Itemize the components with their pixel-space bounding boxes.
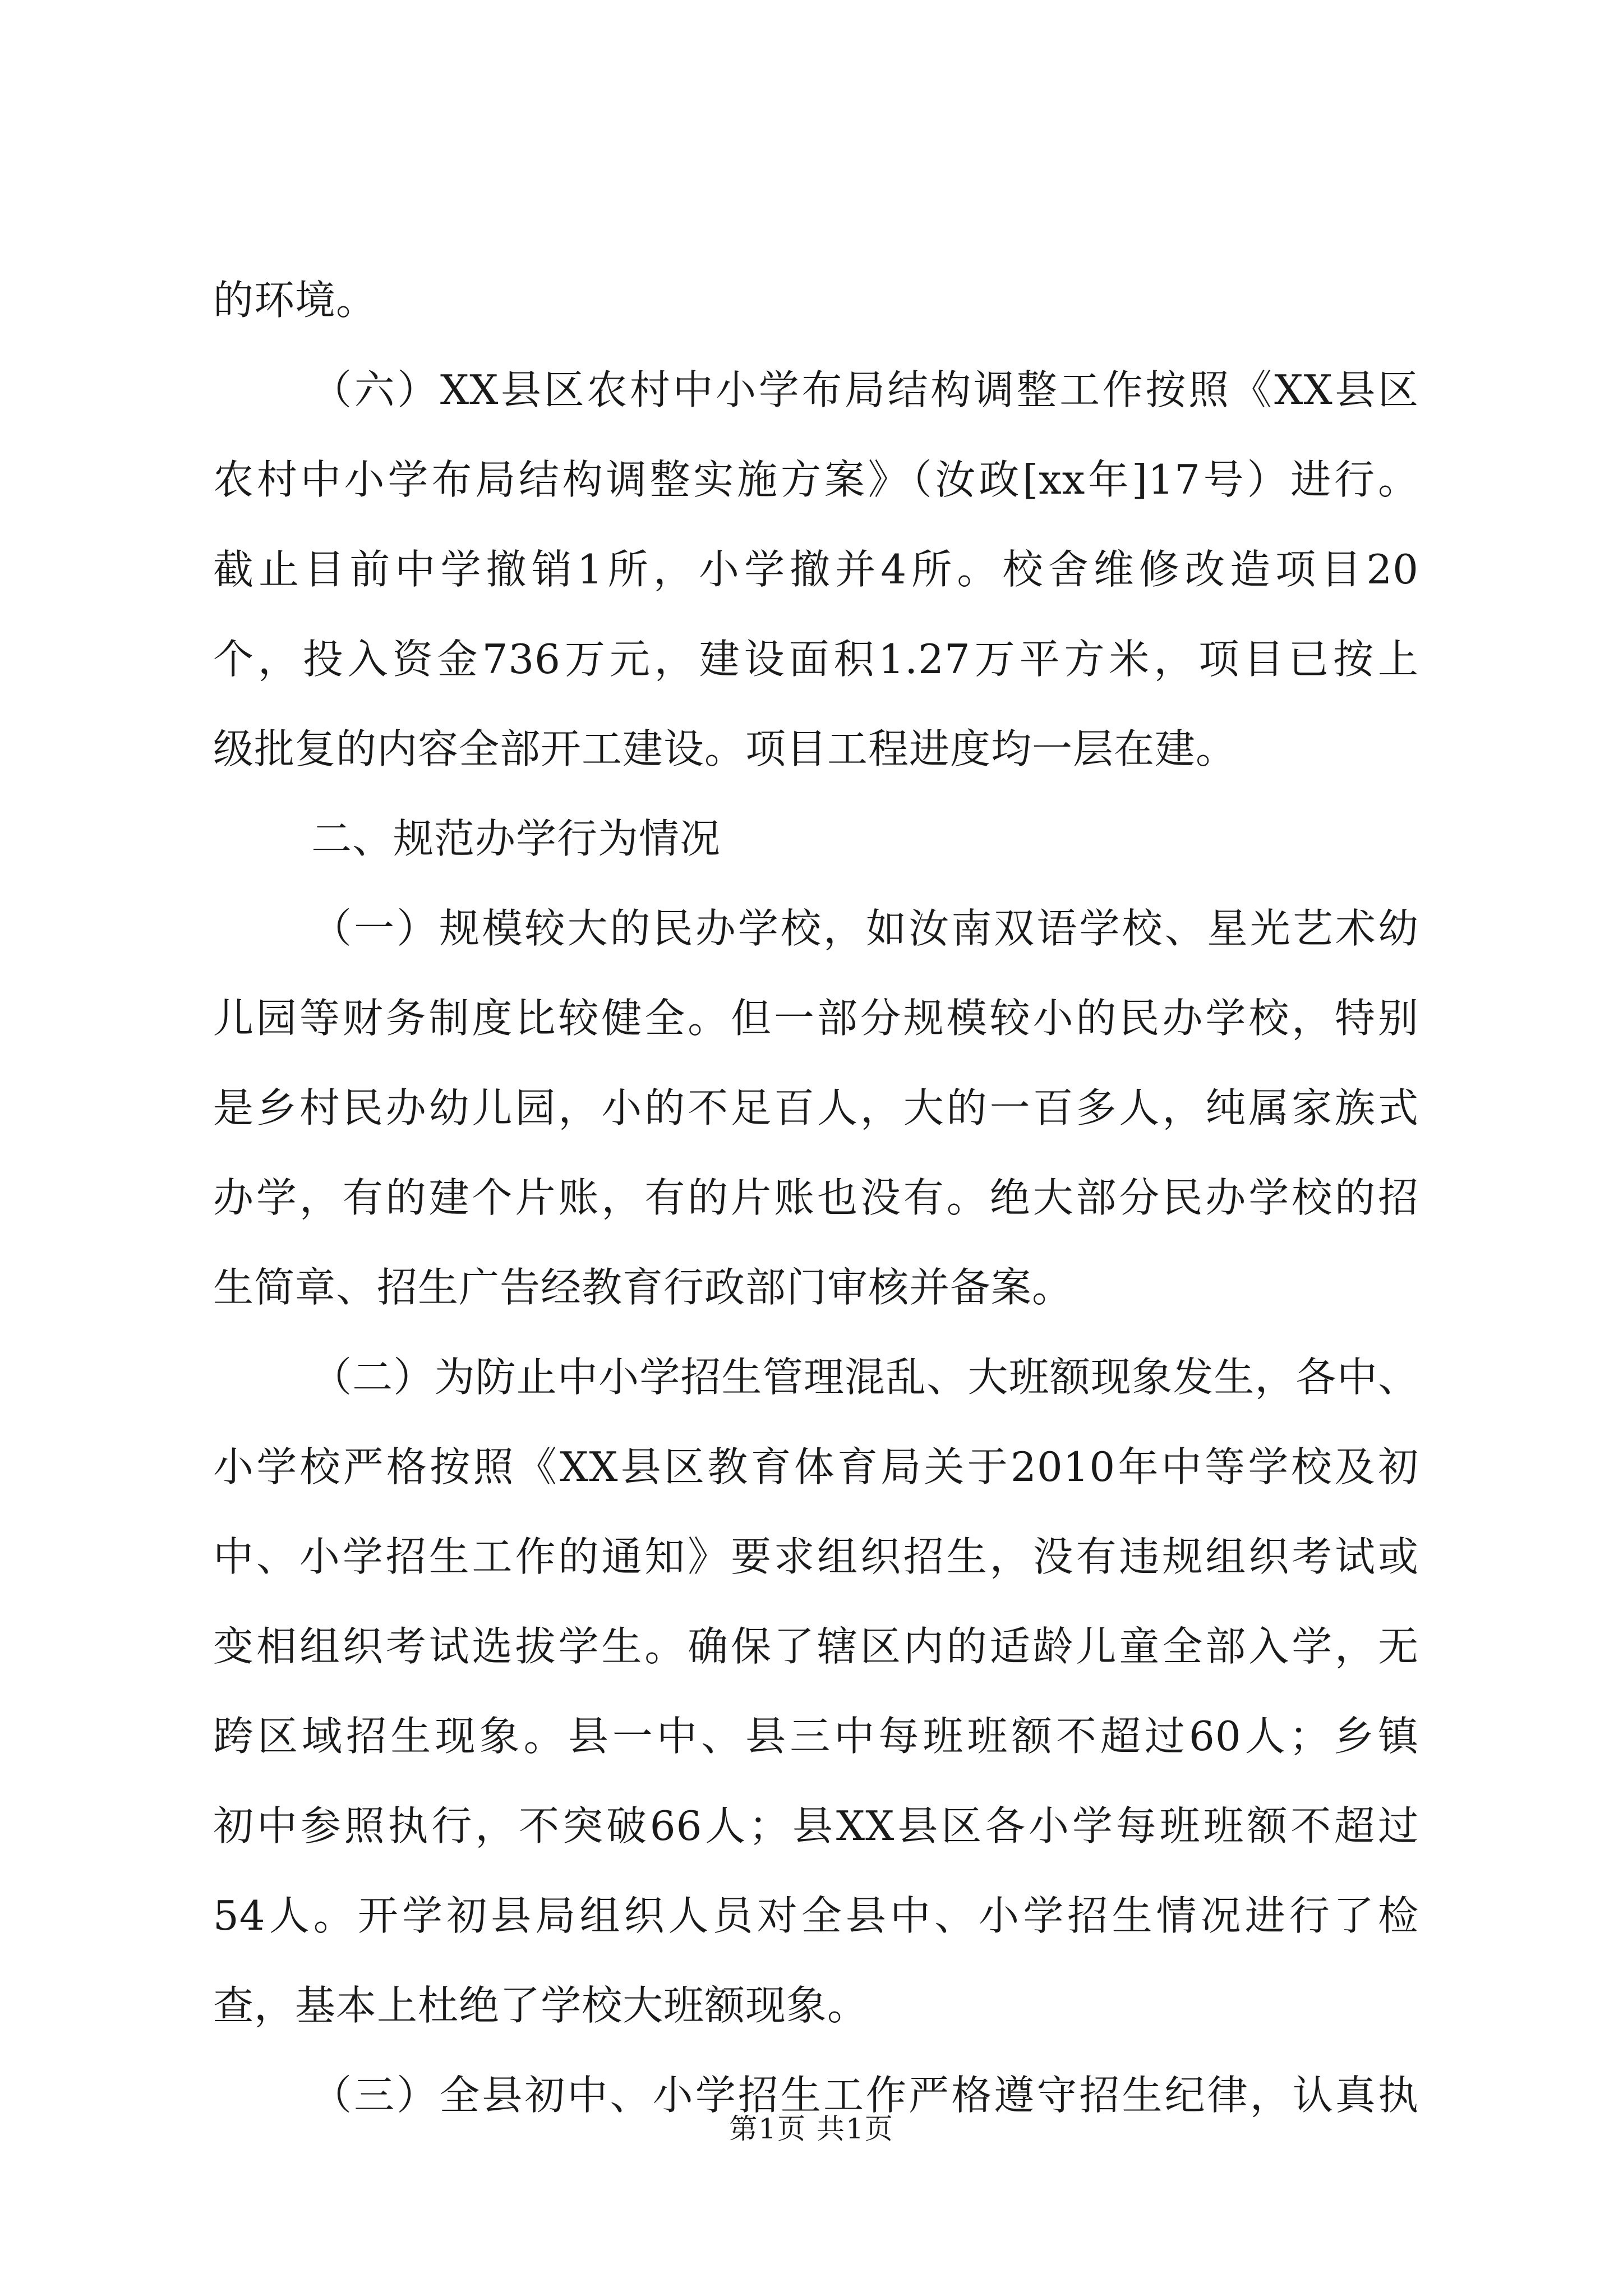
text-line: 级批复的内容全部开工建设。项目工程进度均一层在建。 — [213, 725, 1237, 772]
text-line: 小学校严格按照《XX县区教育体育局关于2010年中等学校及初 — [213, 1443, 1419, 1490]
text-line: 的环境。 — [213, 277, 377, 324]
text-line: 儿园等财务制度比较健全。但一部分规模较小的民办学校，特别 — [213, 995, 1419, 1042]
text-line: 变相组织考试选拔学生。确保了辖区内的适龄儿童全部入学，无 — [213, 1623, 1419, 1670]
text-line: （三）全县初中、小学招生工作严格遵守招生纪律，认真执 — [311, 2072, 1419, 2119]
text-line: 是乡村民办幼儿园，小的不足百人，大的一百多人，纯属家族式 — [213, 1084, 1419, 1131]
text-line: 截止目前中学撤销1所，小学撤并4所。校舍维修改造项目20 — [213, 546, 1419, 593]
page-footer: 第1页 共1页 — [729, 2113, 894, 2145]
text-line: 54人。开学初县局组织人员对全县中、小学招生情况进行了检 — [213, 1892, 1419, 1939]
text-line: 个，投入资金736万元，建设面积1.27万平方米，项目已按上 — [213, 636, 1419, 683]
text-line: 办学，有的建个片账，有的片账也没有。绝大部分民办学校的招 — [213, 1174, 1419, 1221]
text-line: 跨区域招生现象。县一中、县三中每班班额不超过60人；乡镇 — [213, 1713, 1419, 1760]
text-line: 查，基本上杜绝了学校大班额现象。 — [213, 1982, 869, 2029]
text-line: 农村中小学布局结构调整实施方案》（汝政[xx年]17号）进行。 — [213, 456, 1419, 503]
text-line: （六）XX县区农村中小学布局结构调整工作按照《XX县区 — [311, 366, 1419, 413]
text-line: （一）规模较大的民办学校，如汝南双语学校、星光艺术幼 — [311, 905, 1419, 952]
text-line: 二、规范办学行为情况 — [311, 815, 721, 862]
text-line: （二）为防止中小学招生管理混乱、大班额现象发生，各中、 — [311, 1354, 1419, 1401]
text-line: 中、小学招生工作的通知》要求组织招生，没有违规组织考试或 — [213, 1533, 1419, 1580]
text-line: 生简章、招生广告经教育行政部门审核并备案。 — [213, 1264, 1073, 1311]
document-body — [213, 255, 1419, 2140]
text-line: 初中参照执行，不突破66人；县XX县区各小学每班班额不超过 — [213, 1802, 1419, 1849]
